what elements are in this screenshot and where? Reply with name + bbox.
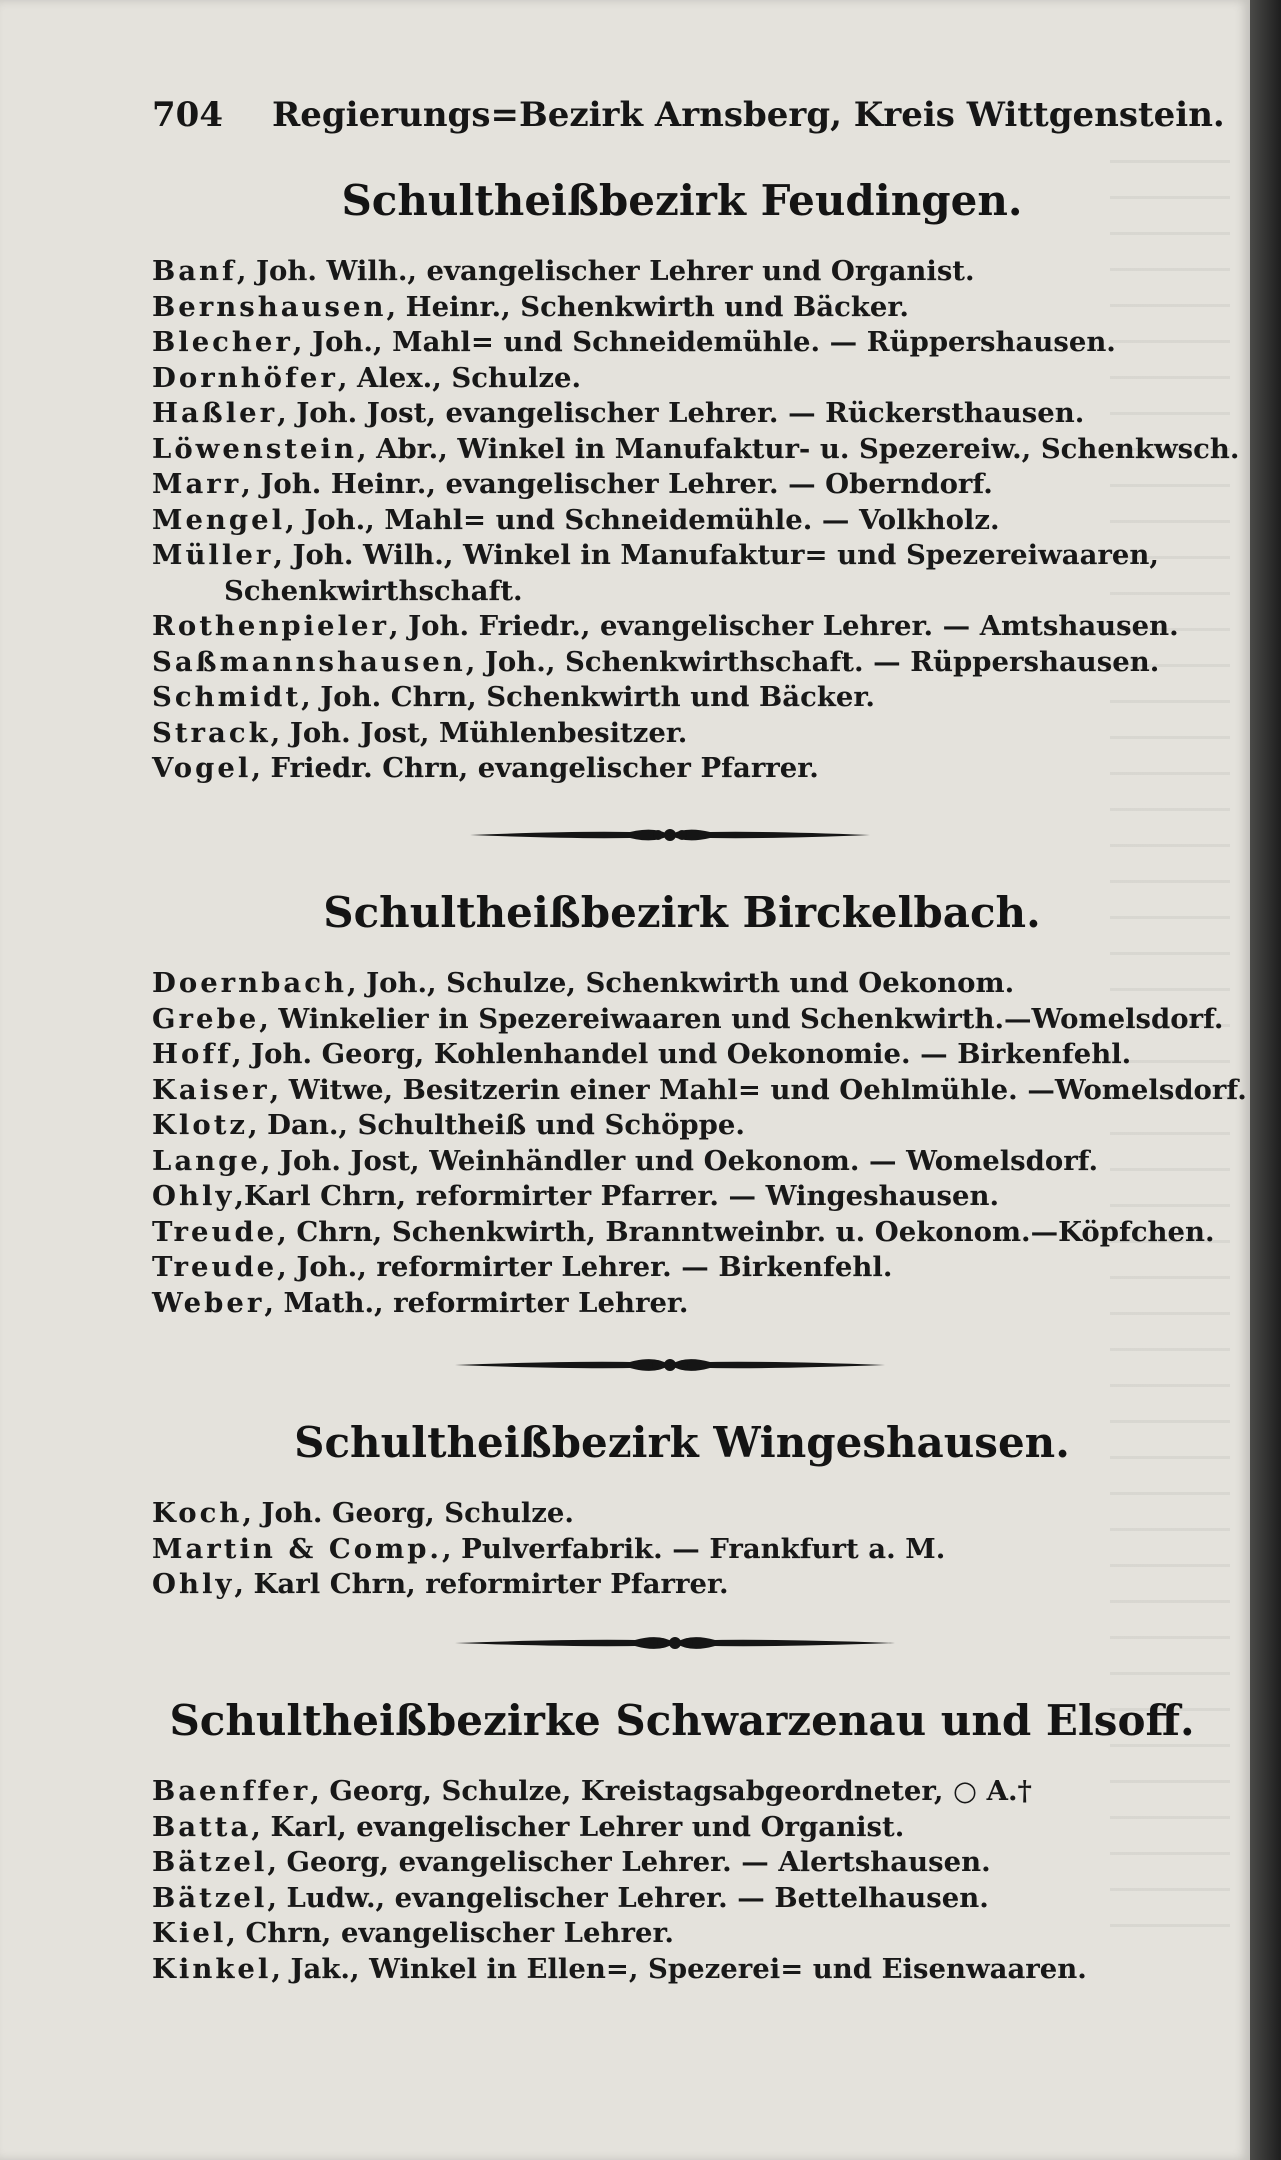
list-item [152, 680, 1212, 716]
entry-surname: Grebe [152, 1002, 260, 1035]
entry-surname: Blecher [152, 326, 293, 358]
entry-list [152, 1496, 1212, 1603]
entry-surname: Saßmannshausen [152, 645, 466, 678]
ornament-rule-icon [455, 1630, 895, 1656]
ornament-rule-icon [470, 822, 870, 848]
list-item [152, 361, 1212, 397]
entry-details: , Joh., Schenkwirthschaft. — Rüppershausen. [465, 645, 1160, 678]
entry-surname: Ohly [152, 1568, 235, 1600]
entry-surname: Ohly [152, 1180, 235, 1212]
entry-details: ,Karl Chrn, reformirter Pfarrer. — Wingeshausen. [234, 1180, 1000, 1212]
entry-details: , Dan., Schultheiß und Schöppe. [248, 1109, 745, 1141]
entry-details: , Joh. Chrn, Schenkwirth und Bäcker. [301, 681, 875, 713]
section-heading: Schultheißbezirk Birckelbach. [323, 888, 1041, 937]
entry-details: , Friedr. Chrn, evangelischer Pfarrer. [251, 752, 819, 784]
entry-surname: Kiel [152, 1917, 227, 1949]
entry-details: , Joh. Wilh., evangelischer Lehrer und Organist. [236, 255, 975, 287]
list-item [152, 1073, 1247, 1109]
entry-details: , Karl, evangelischer Lehrer und Organist. [251, 1810, 905, 1843]
entry-details: , Joh., reformirter Lehrer. — Birkenfehl. [277, 1251, 893, 1283]
entry-surname: Banf [152, 255, 237, 287]
entry-details: , Joh. Heinr., evangelischer Lehrer. — Oberndorf. [241, 468, 993, 500]
entry-surname: Rothenpieler [152, 610, 389, 642]
entry-details: , Chrn, evangelischer Lehrer. [226, 1917, 674, 1949]
list-item [152, 1496, 1212, 1532]
entry-surname: Hoff [152, 1038, 232, 1070]
entry-details: , Joh. Wilh., Winkel in Manufaktur= und Spezereiwaaren, [273, 539, 1159, 571]
entry-details: Schenkwirthschaft. [224, 574, 523, 607]
entry-details: , Georg, Schulze, Kreistagsabgeordneter, ○ A.† [310, 1775, 1032, 1807]
entry-surname: Koch [152, 1497, 243, 1529]
list-item [152, 1881, 1212, 1917]
entry-surname: Dornhöfer [152, 361, 338, 394]
section-heading: Schultheißbezirke Schwarzenau und Elsoff. [169, 1696, 1195, 1745]
entry-surname: Doernbach [152, 967, 347, 999]
entry-list [152, 966, 1247, 1321]
list-item [152, 396, 1212, 432]
list-item [152, 290, 1212, 326]
ornament-rule-icon [455, 1352, 885, 1378]
entry-surname: Baenffer [152, 1775, 311, 1807]
list-item [152, 503, 1212, 539]
entry-surname: Haßler [152, 397, 278, 429]
entry-details: , Joh., Mahl= und Schneidemühle. — Volkholz. [285, 503, 1000, 536]
entry-details: , Ludw., evangelischer Lehrer. — Bettelhausen. [267, 1881, 989, 1914]
entry-list [152, 1774, 1212, 1987]
entry-surname: Kinkel [152, 1952, 272, 1985]
list-item [152, 1002, 1224, 1038]
entry-details: , Witwe, Besitzerin einer Mahl= und Oehlmühle. —Womelsdorf. [269, 1073, 1247, 1106]
entry-details: , Abr., Winkel in Manufaktur- u. Spezereiw., Schenkwsch. [356, 432, 1240, 465]
list-item [152, 1810, 1212, 1846]
list-item [152, 1774, 1212, 1810]
entry-details: , Joh. Georg, Schulze. [242, 1497, 574, 1529]
list-item [152, 538, 1212, 574]
entry-details: , Math., reformirter Lehrer. [264, 1286, 689, 1319]
entry-surname: Löwenstein [152, 432, 357, 465]
entry-details: , Joh., Mahl= und Schneidemühle. — Rüppershausen. [292, 326, 1116, 358]
entry-surname: Vogel [152, 752, 252, 784]
running-head [152, 95, 1225, 145]
list-item [152, 1215, 1215, 1251]
list-item [152, 645, 1212, 681]
entry-surname: Bätzel [152, 1846, 268, 1878]
list-item [152, 1144, 1212, 1180]
entry-list [152, 254, 1240, 787]
entry-surname: Marr [152, 468, 242, 500]
section-heading: Schultheißbezirk Wingeshausen. [294, 1418, 1070, 1467]
list-item [152, 1845, 1212, 1881]
entry-details: , Joh. Jost, Mühlenbesitzer. [270, 716, 688, 749]
section-feudingen [152, 170, 1240, 787]
entry-surname: Müller [152, 539, 274, 571]
entry-surname: Bernshausen [152, 290, 387, 323]
entry-details: , Winkelier in Spezereiwaaren und Schenkwirth.—Womelsdorf. [259, 1002, 1224, 1035]
entry-surname: Treude [152, 1251, 278, 1283]
section-birckelbach [152, 882, 1247, 1321]
running-title: Regierungs=Bezirk Arnsberg, Kreis Wittgenstein. [272, 95, 1225, 135]
list-item [152, 1250, 1212, 1286]
entry-surname: Schmidt [152, 681, 302, 713]
list-item [152, 966, 1212, 1002]
list-item [152, 1037, 1212, 1073]
list-item [152, 751, 1212, 787]
list-item [152, 254, 1212, 290]
list-item [152, 467, 1212, 503]
entry-details: , Joh. Jost, evangelischer Lehrer. — Rückersthausen. [277, 397, 1085, 429]
entry-details: , Chrn, Schenkwirth, Branntweinbr. u. Oekonom.—Köpfchen. [277, 1215, 1215, 1248]
entry-surname: Bätzel [152, 1881, 268, 1914]
section-heading: Schultheißbezirk Feudingen. [341, 176, 1023, 225]
entry-details: , Pulverfabrik. — Frankfurt a. M. [442, 1532, 946, 1565]
section-wingeshausen [152, 1412, 1212, 1603]
entry-surname: Lange [152, 1144, 261, 1177]
ornament-divider [455, 1630, 895, 1656]
list-item [152, 1179, 1212, 1215]
list-item [152, 1108, 1212, 1144]
entry-details: , Alex., Schulze. [337, 361, 582, 394]
list-item [152, 432, 1240, 468]
entry-surname: Klotz [152, 1109, 249, 1141]
entry-details: , Joh. Jost, Weinhändler und Oekonom. — Womelsdorf. [260, 1144, 1099, 1177]
list-item [152, 1916, 1212, 1952]
entry-details: , Joh., Schulze, Schenkwirth und Oekonom. [346, 967, 1015, 999]
list-item-continuation [152, 574, 1212, 610]
entry-details: , Jak., Winkel in Ellen=, Spezerei= und Eisenwaaren. [271, 1952, 1087, 1985]
entry-surname: Strack [152, 716, 271, 749]
entry-surname: Martin & Comp. [152, 1532, 442, 1565]
list-item [152, 1952, 1212, 1988]
entry-surname: Mengel [152, 503, 286, 536]
entry-surname: Treude [152, 1215, 278, 1248]
entry-surname: Weber [152, 1286, 265, 1319]
ornament-divider [470, 822, 870, 848]
entry-details: , Heinr., Schenkwirth und Bäcker. [386, 290, 909, 323]
section-schwarzenau-elsoff [152, 1690, 1212, 1987]
list-item [152, 1567, 1212, 1603]
ornament-divider [455, 1352, 885, 1378]
entry-details: , Georg, evangelischer Lehrer. — Alertshausen. [267, 1846, 991, 1878]
entry-details: , Joh. Georg, Kohlenhandel und Oekonomie. — Birkenfehl. [232, 1038, 1132, 1070]
entry-surname: Kaiser [152, 1073, 270, 1106]
entry-details: , Karl Chrn, reformirter Pfarrer. [234, 1568, 729, 1600]
list-item [152, 325, 1212, 361]
entry-details: , Joh. Friedr., evangelischer Lehrer. — Amtshausen. [389, 610, 1179, 642]
list-item [152, 1286, 1212, 1322]
book-binding-edge [1250, 0, 1281, 2160]
list-item [152, 609, 1212, 645]
entry-surname: Batta [152, 1810, 252, 1843]
list-item [152, 1532, 1212, 1568]
list-item [152, 716, 1212, 752]
page-number: 704 [152, 95, 223, 135]
